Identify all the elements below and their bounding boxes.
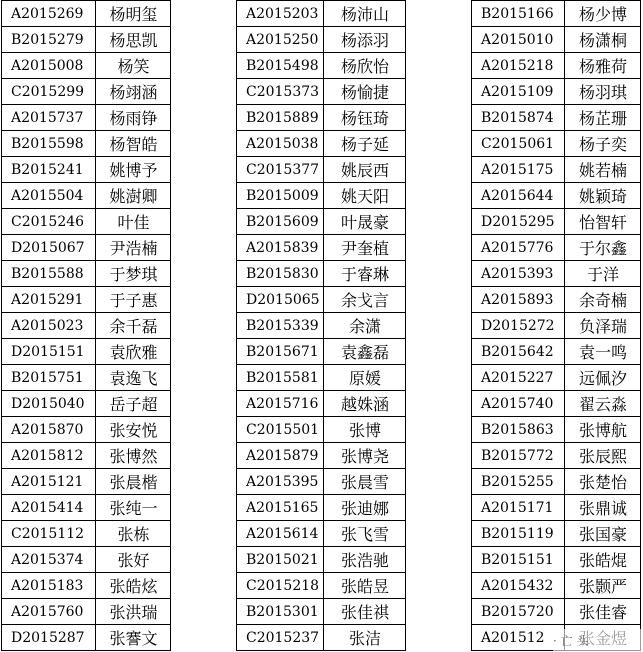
student-id-cell[interactable]: A2015218 bbox=[471, 52, 564, 78]
student-id-cell[interactable]: C2015061 bbox=[471, 130, 564, 156]
student-name-cell[interactable]: 杨雨铮 bbox=[95, 104, 171, 130]
student-column-1 bbox=[1, 0, 171, 651]
student-id-cell[interactable]: A2015269 bbox=[1, 0, 95, 26]
student-id-cell[interactable]: A2015644 bbox=[471, 182, 564, 208]
student-name-cell[interactable]: 杨羽琪 bbox=[564, 78, 641, 104]
student-name-cell[interactable]: 张謇文 bbox=[95, 624, 171, 650]
student-name-cell[interactable]: 张博航 bbox=[564, 416, 641, 442]
student-id-cell[interactable]: C2015373 bbox=[236, 78, 323, 104]
student-name-cell[interactable]: 张洁 bbox=[323, 624, 406, 650]
student-id-cell[interactable]: D2015295 bbox=[471, 208, 564, 234]
student-id-cell[interactable]: B2015301 bbox=[236, 598, 323, 624]
student-id-cell[interactable]: B2015151 bbox=[471, 546, 564, 572]
student-id-cell[interactable]: A2015812 bbox=[1, 442, 95, 468]
student-id-cell[interactable]: A2015109 bbox=[471, 78, 564, 104]
student-id-cell[interactable]: B2015671 bbox=[236, 338, 323, 364]
student-name-cell[interactable]: 姚颖琦 bbox=[564, 182, 641, 208]
student-id-cell[interactable]: A2015291 bbox=[1, 286, 95, 312]
student-name-cell[interactable]: 杨思凯 bbox=[95, 26, 171, 52]
student-id-cell[interactable]: B2015119 bbox=[471, 520, 564, 546]
student-id-cell[interactable]: D2015040 bbox=[1, 390, 95, 416]
student-name-cell[interactable]: 姚若楠 bbox=[564, 156, 641, 182]
student-name-cell[interactable]: 杨笑 bbox=[95, 52, 171, 78]
student-name-cell[interactable]: 叶晟豪 bbox=[323, 208, 406, 234]
student-name-cell[interactable]: 于尔鑫 bbox=[564, 234, 641, 260]
student-id-cell[interactable]: A2015716 bbox=[236, 390, 323, 416]
student-id-cell[interactable]: D2015272 bbox=[471, 312, 564, 338]
student-name-cell[interactable]: 尹浩楠 bbox=[95, 234, 171, 260]
student-name-cell[interactable]: 于睿琳 bbox=[323, 260, 406, 286]
student-id-cell[interactable]: A2015038 bbox=[236, 130, 323, 156]
student-name-cell[interactable]: 杨明玺 bbox=[95, 0, 171, 26]
student-name-cell[interactable]: 岳子超 bbox=[95, 390, 171, 416]
student-name-cell[interactable]: 杨子延 bbox=[323, 130, 406, 156]
student-name-cell[interactable]: 余奇楠 bbox=[564, 286, 641, 312]
student-name-cell[interactable]: 张颢严 bbox=[564, 572, 641, 598]
student-name-cell[interactable]: 张辰熙 bbox=[564, 442, 641, 468]
student-id-cell[interactable]: C2015246 bbox=[1, 208, 95, 234]
student-name-cell[interactable]: 张佳睿 bbox=[564, 598, 641, 624]
student-id-cell[interactable]: A2015737 bbox=[1, 104, 95, 130]
student-name-cell[interactable]: 杨钰琦 bbox=[323, 104, 406, 130]
student-name-cell[interactable]: 张好 bbox=[95, 546, 171, 572]
student-id-cell[interactable]: A2015614 bbox=[236, 520, 323, 546]
student-id-cell[interactable]: D2015151 bbox=[1, 338, 95, 364]
student-id-cell[interactable]: A2015203 bbox=[236, 0, 323, 26]
student-id-cell[interactable]: B2015598 bbox=[1, 130, 95, 156]
student-name-cell[interactable]: 张晨雪 bbox=[323, 468, 406, 494]
student-name-cell[interactable]: 余潇 bbox=[323, 312, 406, 338]
student-id-cell[interactable]: B2015830 bbox=[236, 260, 323, 286]
student-name-cell[interactable]: 余戈言 bbox=[323, 286, 406, 312]
student-id-cell[interactable]: D2015067 bbox=[1, 234, 95, 260]
student-name-cell[interactable]: 张迪娜 bbox=[323, 494, 406, 520]
student-column-2 bbox=[236, 0, 406, 651]
student-name-cell[interactable]: 袁欣雅 bbox=[95, 338, 171, 364]
student-id-cell[interactable]: A2015023 bbox=[1, 312, 95, 338]
student-name-cell[interactable]: 张栋 bbox=[95, 520, 171, 546]
student-id-cell[interactable]: B2015581 bbox=[236, 364, 323, 390]
student-name-cell[interactable]: 杨沛山 bbox=[323, 0, 406, 26]
student-name-cell[interactable]: 张国豪 bbox=[564, 520, 641, 546]
student-name-cell[interactable]: 张晨楷 bbox=[95, 468, 171, 494]
student-name-cell[interactable]: 张鼎诚 bbox=[564, 494, 641, 520]
student-id-cell[interactable]: A2015839 bbox=[236, 234, 323, 260]
student-id-cell[interactable]: B2015166 bbox=[471, 0, 564, 26]
student-id-cell[interactable]: B2015339 bbox=[236, 312, 323, 338]
student-name-cell[interactable]: 怡智轩 bbox=[564, 208, 641, 234]
student-name-cell[interactable]: 姚天阳 bbox=[323, 182, 406, 208]
student-name-cell[interactable]: 杨愉捷 bbox=[323, 78, 406, 104]
student-id-cell[interactable]: A2015879 bbox=[236, 442, 323, 468]
student-name-cell[interactable]: 张皓焜 bbox=[564, 546, 641, 572]
student-id-cell[interactable]: A2015893 bbox=[471, 286, 564, 312]
student-name-cell[interactable]: 张浩驰 bbox=[323, 546, 406, 572]
student-id-cell[interactable]: A2015121 bbox=[1, 468, 95, 494]
student-id-cell[interactable]: C2015218 bbox=[236, 572, 323, 598]
student-id-cell[interactable]: A2015414 bbox=[1, 494, 95, 520]
student-id-cell[interactable]: A2015393 bbox=[471, 260, 564, 286]
student-name-cell[interactable]: 尹奎植 bbox=[323, 234, 406, 260]
student-id-cell[interactable]: B2015863 bbox=[471, 416, 564, 442]
student-name-cell[interactable]: 张洪瑞 bbox=[95, 598, 171, 624]
student-id-cell[interactable]: A2015010 bbox=[471, 26, 564, 52]
student-name-cell[interactable]: 杨欣怡 bbox=[323, 52, 406, 78]
student-name-cell[interactable]: 张博 bbox=[323, 416, 406, 442]
student-name-cell[interactable]: 于梦琪 bbox=[95, 260, 171, 286]
student-name-cell[interactable]: 张佳祺 bbox=[323, 598, 406, 624]
student-id-cell[interactable]: B2015588 bbox=[1, 260, 95, 286]
student-name-cell[interactable]: 杨添羽 bbox=[323, 26, 406, 52]
student-id-cell[interactable]: A2015740 bbox=[471, 390, 564, 416]
student-name-cell[interactable]: 姚澍卿 bbox=[95, 182, 171, 208]
student-id-cell[interactable]: A2015432 bbox=[471, 572, 564, 598]
student-name-cell[interactable]: 张皓昱 bbox=[323, 572, 406, 598]
student-name-cell[interactable]: 袁逸飞 bbox=[95, 364, 171, 390]
student-name-cell[interactable]: 张皓炫 bbox=[95, 572, 171, 598]
student-name-cell[interactable]: 翟云淼 bbox=[564, 390, 641, 416]
student-id-cell[interactable]: B2015874 bbox=[471, 104, 564, 130]
student-id-cell[interactable]: A2015008 bbox=[1, 52, 95, 78]
student-name-cell[interactable]: 杨翊涵 bbox=[95, 78, 171, 104]
student-id-cell[interactable]: C2015377 bbox=[236, 156, 323, 182]
watermark: · 亡 头 bbox=[553, 629, 643, 651]
student-id-cell[interactable]: A2015165 bbox=[236, 494, 323, 520]
student-id-cell[interactable]: B2015642 bbox=[471, 338, 564, 364]
student-id-cell[interactable]: A2015175 bbox=[471, 156, 564, 182]
student-id-cell[interactable]: B2015021 bbox=[236, 546, 323, 572]
student-id-cell[interactable]: D2015065 bbox=[236, 286, 323, 312]
student-id-cell[interactable]: A201512 bbox=[471, 624, 564, 650]
student-id-cell[interactable]: A2015183 bbox=[1, 572, 95, 598]
student-id-cell[interactable]: C2015299 bbox=[1, 78, 95, 104]
student-name-cell[interactable]: 杨智皓 bbox=[95, 130, 171, 156]
student-name-cell[interactable]: 杨雅荷 bbox=[564, 52, 641, 78]
student-name-cell[interactable]: 杨芷珊 bbox=[564, 104, 641, 130]
student-name-cell[interactable]: 负泽瑞 bbox=[564, 312, 641, 338]
student-name-cell[interactable]: 张纯一 bbox=[95, 494, 171, 520]
student-id-cell[interactable]: A2015171 bbox=[471, 494, 564, 520]
student-name-cell[interactable]: 余千磊 bbox=[95, 312, 171, 338]
student-name-cell[interactable]: 远佩汐 bbox=[564, 364, 641, 390]
student-id-cell[interactable]: B2015889 bbox=[236, 104, 323, 130]
student-id-cell[interactable]: B2015751 bbox=[1, 364, 95, 390]
student-name-cell[interactable]: 张博尧 bbox=[323, 442, 406, 468]
student-name-cell[interactable]: 叶佳 bbox=[95, 208, 171, 234]
student-column-3 bbox=[471, 0, 641, 651]
student-name-cell[interactable]: 张飞雪 bbox=[323, 520, 406, 546]
student-id-cell[interactable]: B2015009 bbox=[236, 182, 323, 208]
student-name-cell[interactable]: 袁一鸣 bbox=[564, 338, 641, 364]
student-id-cell[interactable]: A2015776 bbox=[471, 234, 564, 260]
student-id-cell[interactable]: B2015241 bbox=[1, 156, 95, 182]
student-name-cell[interactable]: 张楚怡 bbox=[564, 468, 641, 494]
student-id-cell[interactable]: B2015279 bbox=[1, 26, 95, 52]
student-id-cell[interactable]: B2015255 bbox=[471, 468, 564, 494]
student-id-cell[interactable]: A2015760 bbox=[1, 598, 95, 624]
student-name-cell[interactable]: 姚博予 bbox=[95, 156, 171, 182]
student-name-cell[interactable]: 杨子奕 bbox=[564, 130, 641, 156]
student-id-cell[interactable]: C2015237 bbox=[236, 624, 323, 650]
student-id-cell[interactable]: A2015504 bbox=[1, 182, 95, 208]
student-name-cell[interactable]: 杨潇桐 bbox=[564, 26, 641, 52]
student-name-cell[interactable]: 越姝涵 bbox=[323, 390, 406, 416]
student-id-cell[interactable]: C2015112 bbox=[1, 520, 95, 546]
student-id-cell[interactable]: D2015287 bbox=[1, 624, 95, 650]
student-name-cell[interactable]: 杨少博 bbox=[564, 0, 641, 26]
student-name-cell[interactable]: 于洋 bbox=[564, 260, 641, 286]
student-name-cell[interactable]: 原媛 bbox=[323, 364, 406, 390]
student-name-cell[interactable]: 袁鑫磊 bbox=[323, 338, 406, 364]
student-id-cell[interactable]: B2015772 bbox=[471, 442, 564, 468]
student-id-cell[interactable]: C2015501 bbox=[236, 416, 323, 442]
student-id-cell[interactable]: A2015250 bbox=[236, 26, 323, 52]
student-name-cell[interactable]: 张安悦 bbox=[95, 416, 171, 442]
student-id-cell[interactable]: A2015374 bbox=[1, 546, 95, 572]
student-id-cell[interactable]: B2015609 bbox=[236, 208, 323, 234]
student-name-cell[interactable]: 张博然 bbox=[95, 442, 171, 468]
student-id-cell[interactable]: A2015870 bbox=[1, 416, 95, 442]
student-name-cell[interactable]: 于子惠 bbox=[95, 286, 171, 312]
student-id-cell[interactable]: A2015227 bbox=[471, 364, 564, 390]
student-id-cell[interactable]: A2015395 bbox=[236, 468, 323, 494]
student-id-cell[interactable]: B2015498 bbox=[236, 52, 323, 78]
student-id-cell[interactable]: B2015720 bbox=[471, 598, 564, 624]
student-name-cell[interactable]: 姚辰西 bbox=[323, 156, 406, 182]
